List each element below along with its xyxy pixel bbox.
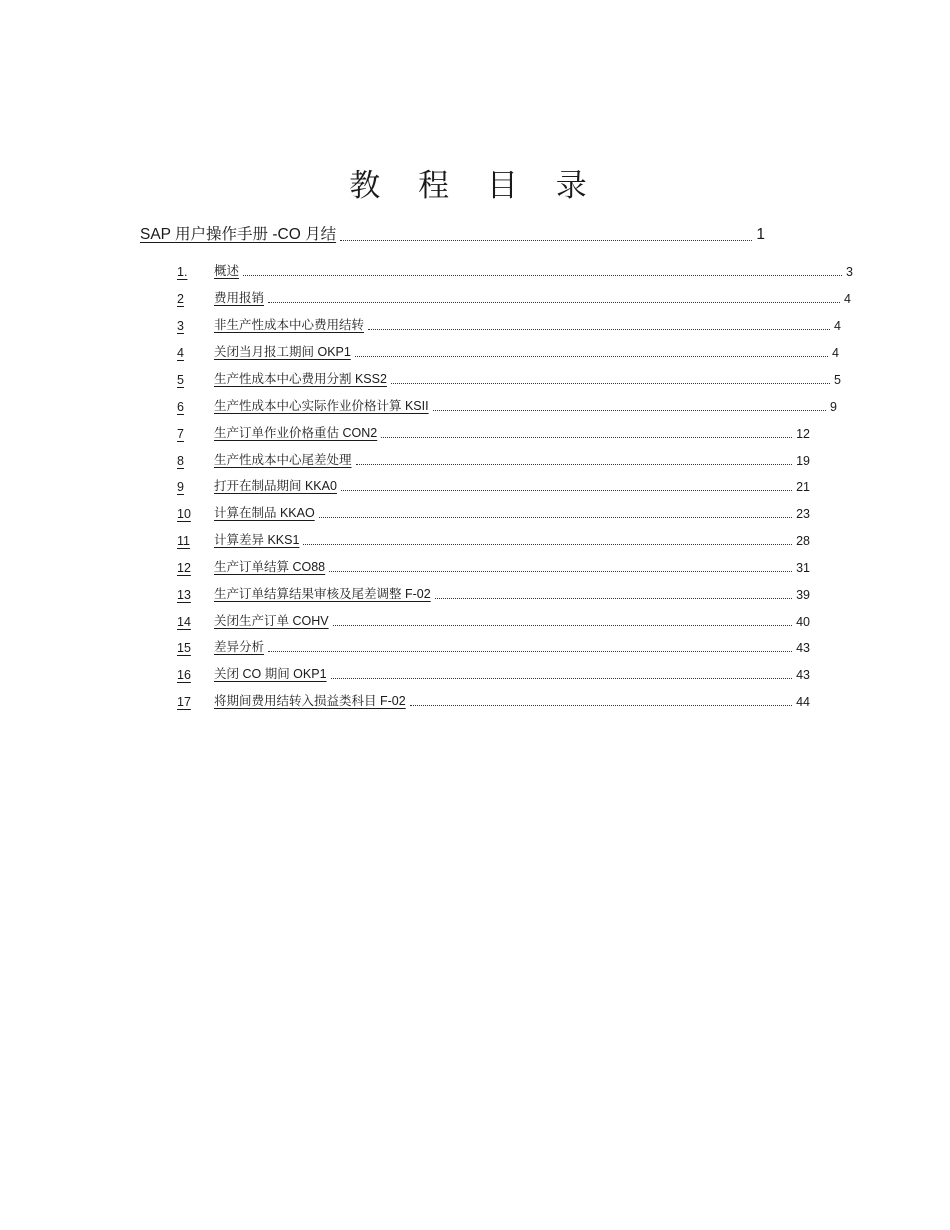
toc-entry-number: 4 xyxy=(177,346,184,360)
toc-entry-number: 5 xyxy=(177,373,184,387)
toc-entry-page: 3 xyxy=(846,265,853,279)
toc-entry-page: 39 xyxy=(796,588,810,602)
toc-entry-label: 差异分析 xyxy=(214,640,265,654)
toc-entry-label: 打开在制品期间 KKA0 xyxy=(214,479,337,493)
dot-leader xyxy=(355,356,828,357)
dot-leader xyxy=(433,410,826,411)
toc-entry-label: 计算在制品 KKAO xyxy=(214,506,315,520)
dot-leader xyxy=(356,464,793,465)
dot-leader xyxy=(341,490,792,491)
dot-leader xyxy=(319,517,792,518)
toc-entry-page: 21 xyxy=(796,480,810,494)
toc-entry-number: 9 xyxy=(177,480,184,494)
toc-entry-page: 43 xyxy=(796,668,810,682)
dot-leader xyxy=(331,678,793,679)
toc-entry-label: 关闭当月报工期间 OKP1 xyxy=(214,345,351,359)
toc-entry-page: 19 xyxy=(796,454,810,468)
toc-entry-number: 11 xyxy=(177,534,190,548)
toc-main-entry[interactable] xyxy=(140,222,765,244)
toc-entry[interactable] xyxy=(177,530,810,548)
dot-leader xyxy=(268,651,792,652)
toc-entry-label: 关闭生产订单 COHV xyxy=(214,614,329,628)
page-title: 教 程 目 录 xyxy=(349,168,601,204)
toc-entry-number: 12 xyxy=(177,561,191,575)
toc-entry-number: 2 xyxy=(177,292,184,306)
toc-entry-number: 15 xyxy=(177,641,191,655)
toc-entry[interactable] xyxy=(177,664,810,682)
toc-entry[interactable] xyxy=(177,261,853,279)
toc-entry[interactable] xyxy=(177,476,810,494)
toc-entry-page: 4 xyxy=(834,319,841,333)
toc-entry-label: 费用报销 xyxy=(214,291,265,305)
toc-entry[interactable] xyxy=(177,450,810,468)
toc-entry[interactable] xyxy=(177,691,810,709)
toc-entry-number: 17 xyxy=(177,695,191,709)
dot-leader xyxy=(435,598,792,599)
dot-leader xyxy=(329,571,792,572)
toc-entry-page: 31 xyxy=(796,561,810,575)
toc-entry-label: 生产性成本中心费用分割 KSS2 xyxy=(214,372,387,386)
toc-entry-label: 关闭 CO 期间 OKP1 xyxy=(214,667,327,681)
toc-entry-number: 8 xyxy=(177,454,184,468)
toc-entry-page: 4 xyxy=(832,346,839,360)
toc-entry[interactable] xyxy=(177,557,810,575)
dot-leader xyxy=(268,302,840,303)
toc-entry-number: 7 xyxy=(177,427,184,441)
toc-entry[interactable] xyxy=(177,423,810,441)
dot-leader xyxy=(391,383,830,384)
toc-entry-page: 28 xyxy=(796,534,810,548)
dot-leader xyxy=(381,437,792,438)
toc-entry-label: 非生产性成本中心费用结转 xyxy=(214,318,365,332)
toc-entry-number: 13 xyxy=(177,588,191,602)
dot-leader xyxy=(368,329,830,330)
toc-entry[interactable] xyxy=(177,611,810,629)
toc-entry-label: SAP 用户操作手册 -CO 月结 xyxy=(140,226,337,243)
toc-entry-page: 44 xyxy=(796,695,810,709)
toc-entry-page: 43 xyxy=(796,641,810,655)
toc-entry-page: 23 xyxy=(796,507,810,521)
toc-entry-page: 12 xyxy=(796,427,810,441)
dot-leader xyxy=(333,625,793,626)
toc-entry-number: 1. xyxy=(177,265,188,279)
toc-entry-label: 生产订单作业价格重估 CON2 xyxy=(214,426,378,440)
toc-entry[interactable] xyxy=(177,342,839,360)
toc-entry[interactable] xyxy=(177,503,810,521)
toc-entry[interactable] xyxy=(177,637,810,655)
toc-entry-number: 6 xyxy=(177,400,184,414)
toc-entry-number: 14 xyxy=(177,615,191,629)
toc-entry[interactable] xyxy=(177,315,841,333)
toc-entry-page: 1 xyxy=(756,226,765,243)
toc-entry[interactable] xyxy=(177,584,810,602)
toc-entry-label: 计算差异 KKS1 xyxy=(214,533,300,547)
toc-entry-label: 生产性成本中心尾差处理 xyxy=(214,453,352,467)
toc-entry-label: 概述 xyxy=(214,264,240,278)
dot-leader xyxy=(410,705,792,706)
toc-entry-page: 9 xyxy=(830,400,837,414)
dot-leader xyxy=(303,544,792,545)
dot-leader xyxy=(243,275,842,276)
toc-entry[interactable] xyxy=(177,396,837,414)
toc-entry-page: 5 xyxy=(834,373,841,387)
toc-entry-label: 生产订单结算 CO88 xyxy=(214,560,326,574)
toc-entry-page: 4 xyxy=(844,292,851,306)
toc-entry-number: 10 xyxy=(177,507,191,521)
toc-entry-label: 生产性成本中心实际作业价格计算 KSII xyxy=(214,399,429,413)
dot-leader xyxy=(340,240,752,241)
toc-entry-page: 40 xyxy=(796,615,810,629)
toc-entry[interactable] xyxy=(177,288,851,306)
toc-entry-label: 生产订单结算结果审核及尾差调整 F-02 xyxy=(214,587,431,601)
toc-entry[interactable] xyxy=(177,369,841,387)
toc-entry-number: 16 xyxy=(177,668,191,682)
toc-entry-number: 3 xyxy=(177,319,184,333)
toc-entry-label: 将期间费用结转入损益类科目 F-02 xyxy=(214,694,406,708)
